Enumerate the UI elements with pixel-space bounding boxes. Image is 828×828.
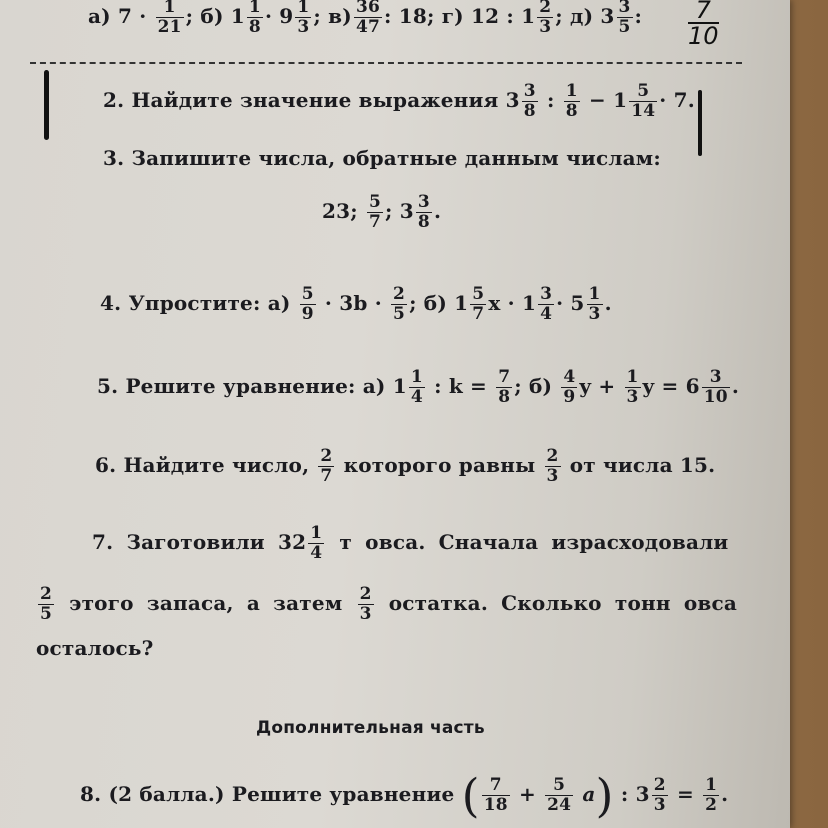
fraction [538,285,554,324]
denominator: 3 [539,17,552,37]
section-heading-text: Дополнительная часть [256,718,485,738]
denominator: 2 [705,795,718,815]
task6-text3: от числа 15. [569,453,716,477]
numerator: 7 [489,775,502,795]
left-paren: ( [461,768,480,823]
task6-text2: которого равны [343,453,536,477]
fraction [545,776,573,815]
task2-op: − 1 [588,88,628,112]
task4-op: · 3b · [324,291,382,315]
task2-op: : [547,88,555,112]
task3-sep: ; 3 [385,199,414,223]
fraction [308,524,324,563]
denominator: 8 [498,387,511,407]
numerator: 3 [618,0,631,17]
denominator: 24 [547,795,572,815]
task8-op: + [518,782,536,806]
numerator: 2 [359,584,372,604]
fraction [295,0,311,37]
task1-h: : [634,4,643,28]
task7-text: осталось? [36,636,154,660]
task5-op: y = 6 [642,374,700,398]
task2-op: · 7. [659,88,695,112]
fraction [38,585,54,624]
task5 [97,368,739,407]
fraction [391,285,407,324]
denominator: 14 [631,101,656,121]
numerator: 5 [553,775,566,795]
dashed-cut-line [30,62,742,64]
numerator: 1 [163,0,176,17]
task1-g: ; д) 3 [555,4,615,28]
fraction [409,368,425,407]
fraction [561,368,577,407]
denominator: 3 [359,604,372,624]
denominator: 9 [301,304,314,324]
task1-a: а) 7 · [88,4,147,28]
task8-op: = [676,782,694,806]
numerator: 2 [539,0,552,17]
denominator: 18 [483,795,508,815]
fraction [300,285,316,324]
task7-text: остатка. Сколько тонн овса [388,591,738,615]
numerator: 2 [40,584,53,604]
denominator: 7 [472,304,485,324]
numerator: 1 [626,367,639,387]
fraction [367,193,383,232]
numerator: 1 [705,775,718,795]
denominator: 3 [626,387,639,407]
numerator: 5 [637,81,650,101]
task1-b: ; б) 1 [185,4,245,28]
numerator: 1 [588,284,601,304]
numerator: 5 [369,192,382,212]
numerator: 3 [540,284,553,304]
pen-mark-left [44,70,49,140]
denominator: 3 [546,466,559,486]
denominator: 3 [588,304,601,324]
numerator: 2 [653,775,666,795]
task1-d: ; в) [313,4,352,28]
denominator: 7 [369,212,382,232]
numerator: 5 [301,284,314,304]
denominator: 8 [248,17,261,37]
task5-text: 5. Решите уравнение: а) 1 [97,374,407,398]
fraction [416,193,432,232]
task3 [103,146,661,170]
fraction [537,0,553,37]
numerator: 36 [355,0,380,17]
numerator: 1 [410,367,423,387]
numerator: 2 [546,446,559,466]
task1-line [88,0,642,37]
task7-line3 [36,636,154,660]
denominator: 21 [157,17,182,37]
numerator: 2 [320,446,333,466]
task4-op: x · 1 [488,291,537,315]
task7-text: этого запаса, а затем [69,591,343,615]
task7-line2 [36,585,737,624]
fraction [703,776,719,815]
task8-op: . [721,782,729,806]
fraction [702,368,730,407]
denominator: 4 [410,387,423,407]
task4-op: · 5 [556,291,585,315]
numerator: 3 [709,367,722,387]
handwritten-fraction [688,0,719,48]
task2 [103,82,695,121]
fraction [587,285,603,324]
denominator: 8 [565,101,578,121]
task3-text: 3. Запишите числа, обратные данным числам: [103,146,661,170]
fraction [496,368,512,407]
fraction [629,82,657,121]
numerator: 3 [417,192,430,212]
task8-text: 8. (2 балла.) Решите уравнение [80,782,455,806]
task3-sep: . [433,199,442,223]
task2-text: 2. Найдите значение выражения 3 [103,88,520,112]
section-heading [256,718,485,738]
fraction [617,0,633,37]
denominator: 9 [563,387,576,407]
fraction [156,0,184,37]
denominator: 10 [703,387,728,407]
numerator: 4 [563,367,576,387]
task8-var: a [582,782,596,806]
handwritten-numerator: 7 [688,0,719,24]
task4 [100,285,612,324]
fraction [482,776,510,815]
denominator: 7 [320,466,333,486]
pen-mark-right [698,90,702,156]
fraction [470,285,486,324]
task8-op: : 3 [620,782,650,806]
denominator: 8 [417,212,430,232]
task1-e: : 18; г) 12 : 1 [384,4,536,28]
task7-text: 7. Заготовили 32 [92,530,307,554]
numerator: 1 [248,0,261,17]
task4-op: ; б) 1 [409,291,469,315]
task4-op: . [604,291,612,315]
denominator: 3 [297,17,310,37]
denominator: 5 [393,304,406,324]
fraction [522,82,538,121]
fraction [564,82,580,121]
fraction [354,0,382,37]
task5-op: ; б) [514,374,553,398]
denominator: 47 [355,17,380,37]
denominator: 3 [653,795,666,815]
task3-numbers [322,193,441,232]
fraction [545,447,561,486]
handwritten-denominator: 10 [688,22,719,50]
fraction [358,585,374,624]
task5-op: : k = [434,374,488,398]
task8 [80,768,729,823]
task4-text: 4. Упростите: а) [100,291,291,315]
denominator: 4 [540,304,553,324]
denominator: 4 [310,543,323,563]
denominator: 5 [40,604,53,624]
denominator: 8 [523,101,536,121]
numerator: 5 [472,284,485,304]
fraction [247,0,263,37]
task6 [95,447,715,486]
fraction [652,776,668,815]
right-paren: ) [595,768,614,823]
fraction [318,447,334,486]
task7-line1 [92,524,728,563]
task3-num: 23; [322,199,358,223]
numerator: 1 [297,0,310,17]
numerator: 2 [393,284,406,304]
numerator: 1 [565,81,578,101]
fraction [625,368,641,407]
numerator: 1 [310,523,323,543]
task5-op: . [731,374,739,398]
task5-op: y + [579,374,616,398]
task1-c: · 9 [264,4,294,28]
denominator: 5 [618,17,631,37]
numerator: 7 [498,367,511,387]
task7-text: т овса. Сначала израсходовали [339,530,729,554]
task6-text: 6. Найдите число, [95,453,310,477]
numerator: 3 [523,81,536,101]
